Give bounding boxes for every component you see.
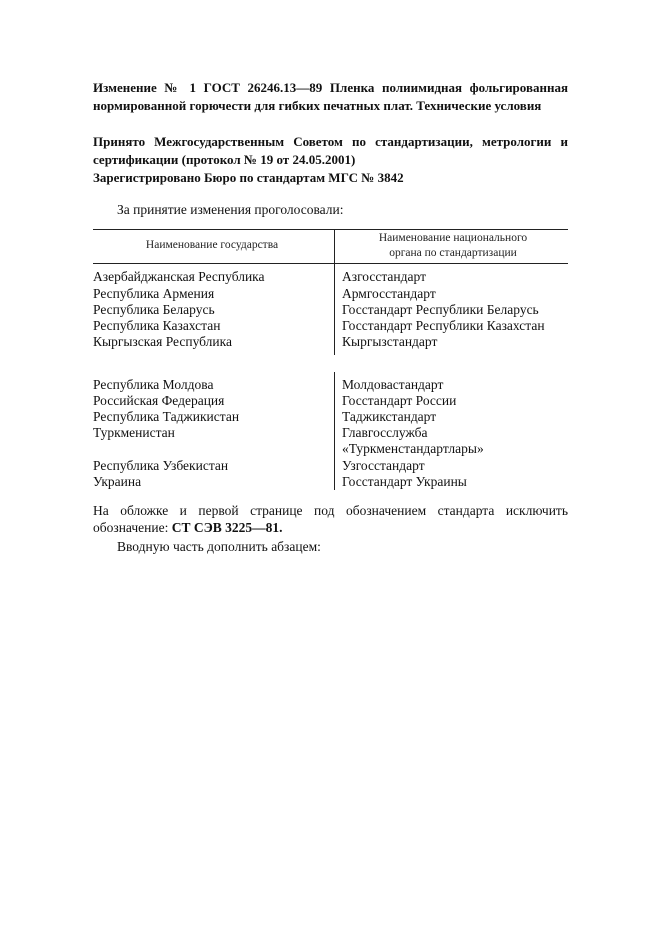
table-cell-state: Республика Армения [93, 286, 215, 301]
table-cell-body: Госстандарт Республики Беларусь [342, 302, 539, 317]
table-top-rule [93, 229, 568, 230]
table-column-divider [334, 263, 335, 355]
table-cell-body: Кыргызстандарт [342, 334, 438, 349]
table-cell-state: Республика Беларусь [93, 302, 215, 317]
table-cell-state: Туркменистан [93, 425, 175, 440]
table-cell-body: Узгосстандарт [342, 458, 425, 473]
voted-intro: За принятие изменения проголосовали: [117, 202, 344, 217]
table-cell-body: Госстандарт Украины [342, 474, 467, 489]
table-cell-body: Молдовастандарт [342, 377, 444, 392]
intro-paragraph: Вводную часть дополнить абзацем: [117, 539, 321, 554]
table-cell-state: Кыргызская Республика [93, 334, 232, 349]
table-cell-state: Республика Казахстан [93, 318, 221, 333]
adoption-statement: Принято Межгосударственным Советом по стандартизации, метрологии и сертификации (протокол № 19 от 24.05.2001) [93, 134, 568, 167]
table-cell-body: Главгосслужба «Туркменстандартлары» [342, 425, 484, 456]
registration-statement: Зарегистрировано Бюро по стандартам МГС № 3842 [93, 170, 404, 185]
table-cell-state: Республика Таджикистан [93, 409, 240, 424]
amendment-title: Изменение № 1 ГОСТ 26246.13—89 Пленка полиимидная фольгированная нормированной горючести для гибких печатных плат. Технические условия [93, 80, 568, 113]
table-cell-state: Республика Узбекистан [93, 458, 229, 473]
table-cell-state: Российская Федерация [93, 393, 225, 408]
table-column-divider [334, 372, 335, 490]
table-cell-body: Госстандарт России [342, 393, 457, 408]
table-header-rule [93, 263, 568, 264]
cover-page-paragraph [93, 502, 568, 536]
table-cell-body: Таджикстандарт [342, 409, 437, 424]
table-header-state: Наименование государства [145, 239, 279, 251]
table-cell-body: Армгосстандарт [342, 286, 436, 301]
table-cell-state: Украина [93, 474, 142, 489]
table-cell-body: Азгосстандарт [342, 269, 426, 284]
table-header-body [338, 231, 568, 261]
table-column-divider [334, 229, 335, 263]
standard-designation: СТ СЭВ 3225—81. [171, 520, 283, 535]
table-header-body-line1: Наименование национального [378, 232, 528, 244]
table-cell-state: Республика Молдова [93, 377, 214, 392]
table-cell-state: Азербайджанская Республика [93, 269, 265, 284]
table-header-body-line2: органа по стандартизации [389, 247, 517, 259]
cover-page-text: На обложке и первой странице под обозначением стандарта исключить обозначение: [93, 503, 568, 535]
table-cell-body: Госстандарт Республики Казахстан [342, 318, 545, 333]
